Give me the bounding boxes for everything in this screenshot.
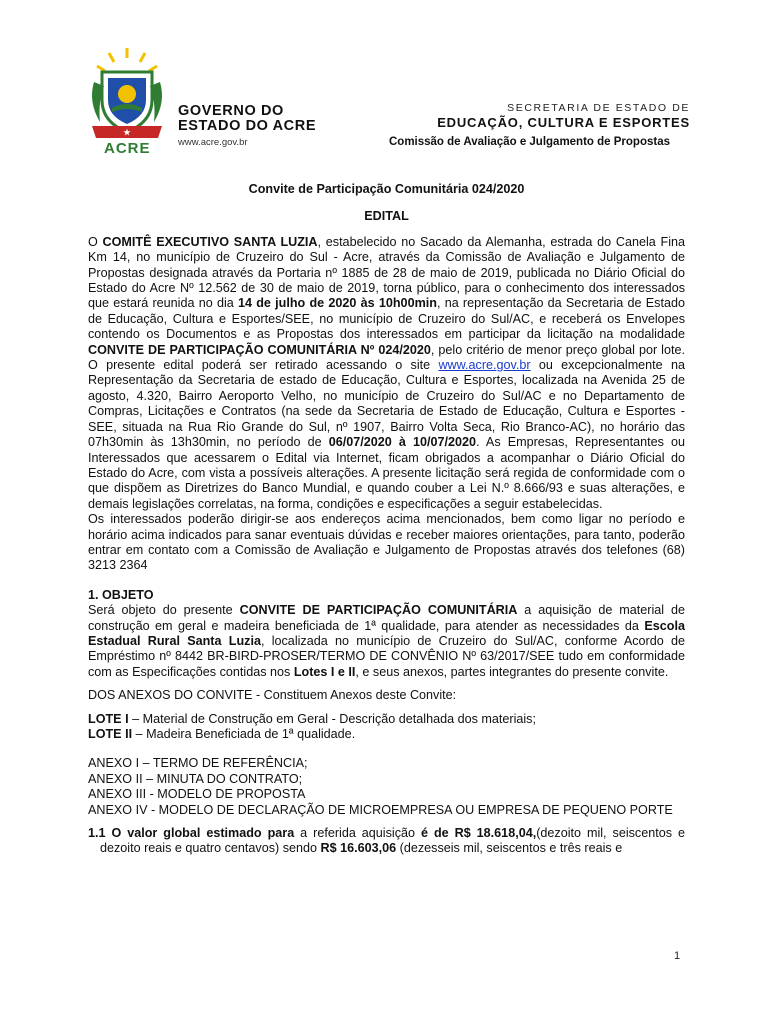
text-run: , estabelecido no Sacado da Alemanha, estrada do Canela Fina Km 14, no município de Cruzeiro do Sul - Acre, através da Comissão de Avaliação e Julgamento de Propostas designada através da Portaria nº 1885 de 28 de maio de 2019, publicada no Diário Oficial do Estado do Acre Nº 12.562 de 30 de maio de 2019, torna público, para o conhecimento dos interessados que estará reunida no dia xyxy=(88,234,685,311)
gov-line-1: GOVERNO DO xyxy=(178,103,284,119)
secretaria-block xyxy=(389,102,690,148)
valor-total: é de R$ 18.618,04, xyxy=(420,826,537,841)
page-number: 1 xyxy=(674,950,681,962)
lote-1-label: LOTE I xyxy=(88,711,129,726)
paragraph-valor-global xyxy=(88,826,685,857)
text-run: (dezoito mil, seiscentos e dezoito reais e quatro centavos) sendo xyxy=(100,826,685,856)
school-name: Escola Estadual Rural Santa Luzia xyxy=(88,618,685,648)
convite-label: CONVITE DE PARTICIPAÇÃO COMUNITÁRIA xyxy=(239,603,518,618)
lote-1-text: – Material de Construção em Geral - Descrição detalhada dos materiais; xyxy=(128,711,536,726)
anexos-intro: DOS ANEXOS DO CONVITE - Constituem Anexos deste Convite: xyxy=(88,688,457,703)
text-run: , e seus anexos, partes integrantes do presente convite. xyxy=(355,664,669,679)
meeting-date: 14 de julho de 2020 às 10h00min xyxy=(237,296,437,311)
document-title: Convite de Participação Comunitária 024/2020 xyxy=(248,182,525,196)
acre-website-link[interactable]: www.acre.gov.br xyxy=(438,358,531,373)
lote-2-label: LOTE II xyxy=(88,727,133,741)
paragraph-contact: Os interessados poderão dirigir-se aos endereços acima mencionados, bem como ligar no período e horário acima indicados para sanar eventuais dúvidas e receber maiores orientações, para tanto, poderão entrar em contato com a Comissão de Avaliação e Julgamento de Propostas através dos telefones (68) 3213 2364 xyxy=(88,512,685,573)
secretaria-top: SECRETARIA DE ESTADO DE xyxy=(507,102,690,114)
text-run: , pelo critério de menor preço global por lote. O presente edital poderá ser retirado acessando o site xyxy=(88,342,685,373)
anexo-3: ANEXO III - MODELO DE PROPOSTA xyxy=(88,787,306,802)
anexo-1: ANEXO I – TERMO DE REFERÊNCIA; xyxy=(88,756,308,771)
gov-line-2: ESTADO DO ACRE xyxy=(178,118,317,134)
anexo-2: ANEXO II – MINUTA DO CONTRATO; xyxy=(88,771,303,786)
text-run: a aquisição de material de construção em geral e madeira beneficiada de 1ª qualidade, para atender as necessidades da xyxy=(88,603,685,633)
text-run: (dezesseis mil, seiscentos e três reais e xyxy=(396,841,623,856)
paragraph-intro xyxy=(88,235,685,512)
lotes-label: Lotes I e II xyxy=(293,664,356,679)
valor-label: 1.1 O valor global estimado para xyxy=(88,826,295,841)
lote-2-text: – Madeira Beneficiada de 1ª qualidade. xyxy=(132,727,356,741)
document-subtitle: EDITAL xyxy=(364,209,409,224)
text-run: Será objeto do presente xyxy=(88,603,240,618)
svg-text:★: ★ xyxy=(123,128,131,137)
anexo-4: ANEXO IV - MODELO DE DECLARAÇÃO DE MICROEMPRESA OU EMPRESA DE PEQUENO PORTE xyxy=(88,802,673,817)
text-run: , na representação da Secretaria de Estado de Educação, Cultura e Esportes/SEE, no município de Cruzeiro do Sul/AC, e receberá os Envelopes contendo os Documentos e as Propostas dos interessados em participar da licitação na modalidade xyxy=(88,296,685,342)
text-run: ou excepcionalmente na Representação da Secretaria de estado de Educação, Cultura e Esportes, localizada na Avenida 25 de agosto, 4.320, Bairro Aeroporto Velho, no município de Cruzeiro do Sul/AC e no Departamento de Compras, Licitações e Contratos (na sede da Secretaria de Estado de Educação, Cultura e Esportes - SEE, situada na Rua Rio Grande do Sul, nº 1907, Bairro Volta Seca, Rio Branco-AC), no horário das 07h30min às 13h30min, no período de xyxy=(88,358,685,450)
committee-name: COMITÊ EXECUTIVO SANTA LUZIA xyxy=(102,234,318,249)
text-run: . As Empresas, Representantes ou Interessados que acessarem o Edital via Internet, ficam obrigados a acompanhar o Diário Oficial do Estado do Acre, com vista a possíveis alterações. A presente licitação será regida de conformidade com o que dispõem as Diretrizes do Banco Mundial, e quando couber a Lei N.º 8.666/93 e suas alterações, e demais legislações correlatas, na forma, condições e especificações a seguir estabelecidas. xyxy=(88,435,686,511)
letterhead xyxy=(0,0,770,170)
section-objeto-heading: 1. OBJETO xyxy=(88,587,154,602)
government-name xyxy=(178,104,316,148)
lote-2 xyxy=(88,727,685,742)
paragraph-objeto xyxy=(88,603,685,680)
comissao-label: Comissão de Avaliação e Julgamento de Propostas xyxy=(389,136,670,148)
valor-parcial: R$ 16.603,06 xyxy=(320,841,397,856)
text-run: O xyxy=(88,234,103,249)
secretaria-main: EDUCAÇÃO, CULTURA E ESPORTES xyxy=(437,115,690,130)
period-dates: 06/07/2020 à 10/07/2020 xyxy=(328,435,477,450)
document-body xyxy=(88,182,685,857)
seal-label: ACRE xyxy=(104,140,151,157)
gov-website: www.acre.gov.br xyxy=(178,137,248,148)
lote-1 xyxy=(88,712,685,727)
text-run: , localizada no município de Cruzeiro do Sul/AC, conforme Acordo de Empréstimo nº 8442 BR-BIRD-PROSER/TERMO DE CONVÊNIO Nº 63/2017/SEE tudo em conformidade com as Especificações contidas nos xyxy=(88,633,685,679)
acre-coat-of-arms-icon xyxy=(84,42,170,152)
convite-number: CONVITE DE PARTICIPAÇÃO COMUNITÁRIA Nº 024/2020 xyxy=(88,342,431,357)
text-run: a referida aquisição xyxy=(294,826,421,841)
